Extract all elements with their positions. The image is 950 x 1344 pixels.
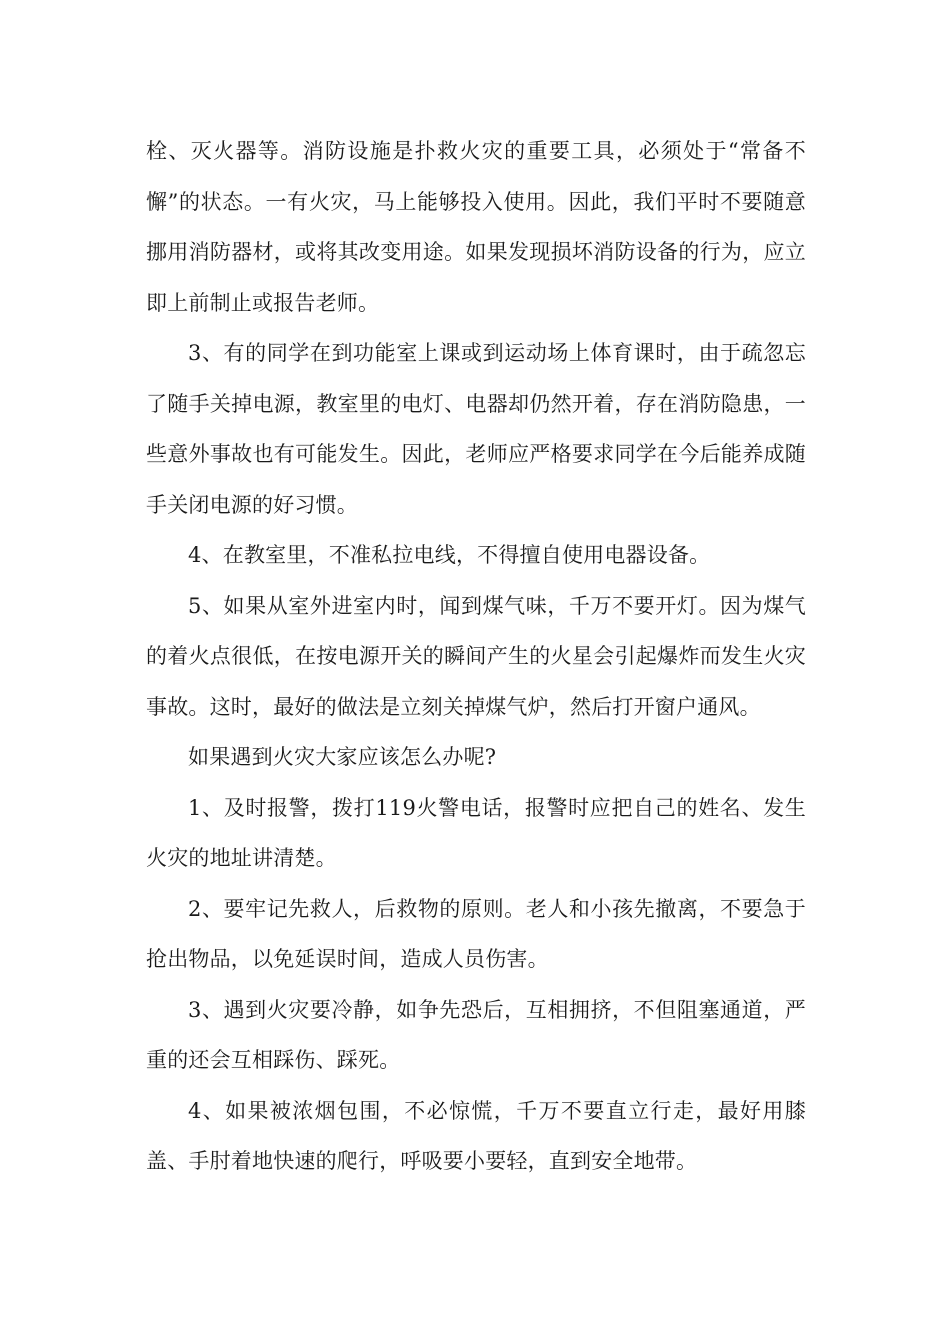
paragraph-fire-step-1: 1、及时报警，拨打119火警电话，报警时应把自己的姓名、发生火灾的地址讲清楚。	[146, 795, 806, 870]
paragraph-question-heading: 如果遇到火灾大家应该怎么办呢?	[188, 745, 497, 769]
paragraph-fire-step-3: 3、遇到火灾要冷静，如争先恐后，互相拥挤，不但阻塞通道，严重的还会互相踩伤、踩死。	[146, 997, 806, 1072]
paragraph-continuation: 栓、灭火器等。消防设施是扑救火灾的重要工具，必须处于“常备不懈”的状态。一有火灾，马上能够投入使用。因此，我们平时不要随意挪用消防器材，或将其改变用途。如果发现损坏消防设备的行为，应立即上前制止或报告老师。	[146, 139, 806, 315]
paragraph-fire-step-4: 4、如果被浓烟包围，不必惊慌，千万不要直立行走，最好用膝盖、手肘着地快速的爬行，呼吸要小要轻，直到安全地带。	[146, 1098, 806, 1173]
paragraph-item-4-wiring: 4、在教室里，不准私拉电线，不得擅自使用电器设备。	[188, 543, 711, 567]
paragraph-item-5-gas: 5、如果从室外进室内时，闻到煤气味，千万不要开灯。因为煤气的着火点很低，在按电源开关的瞬间产生的火星会引起爆炸而发生火灾事故。这时，最好的做法是立刻关掉煤气炉，然后打开窗户通风。	[146, 593, 806, 719]
document-body	[146, 126, 806, 1187]
paragraph-item-3-power: 3、有的同学在到功能室上课或到运动场上体育课时，由于疏忽忘了随手关掉电源，教室里的电灯、电器却仍然开着，存在消防隐患，一些意外事故也有可能发生。因此，老师应严格要求同学在今后能养成随手关闭电源的好习惯。	[146, 341, 806, 517]
paragraph-fire-step-2: 2、要牢记先救人，后救物的原则。老人和小孩先撤离，不要急于抢出物品，以免延误时间，造成人员伤害。	[146, 896, 806, 971]
